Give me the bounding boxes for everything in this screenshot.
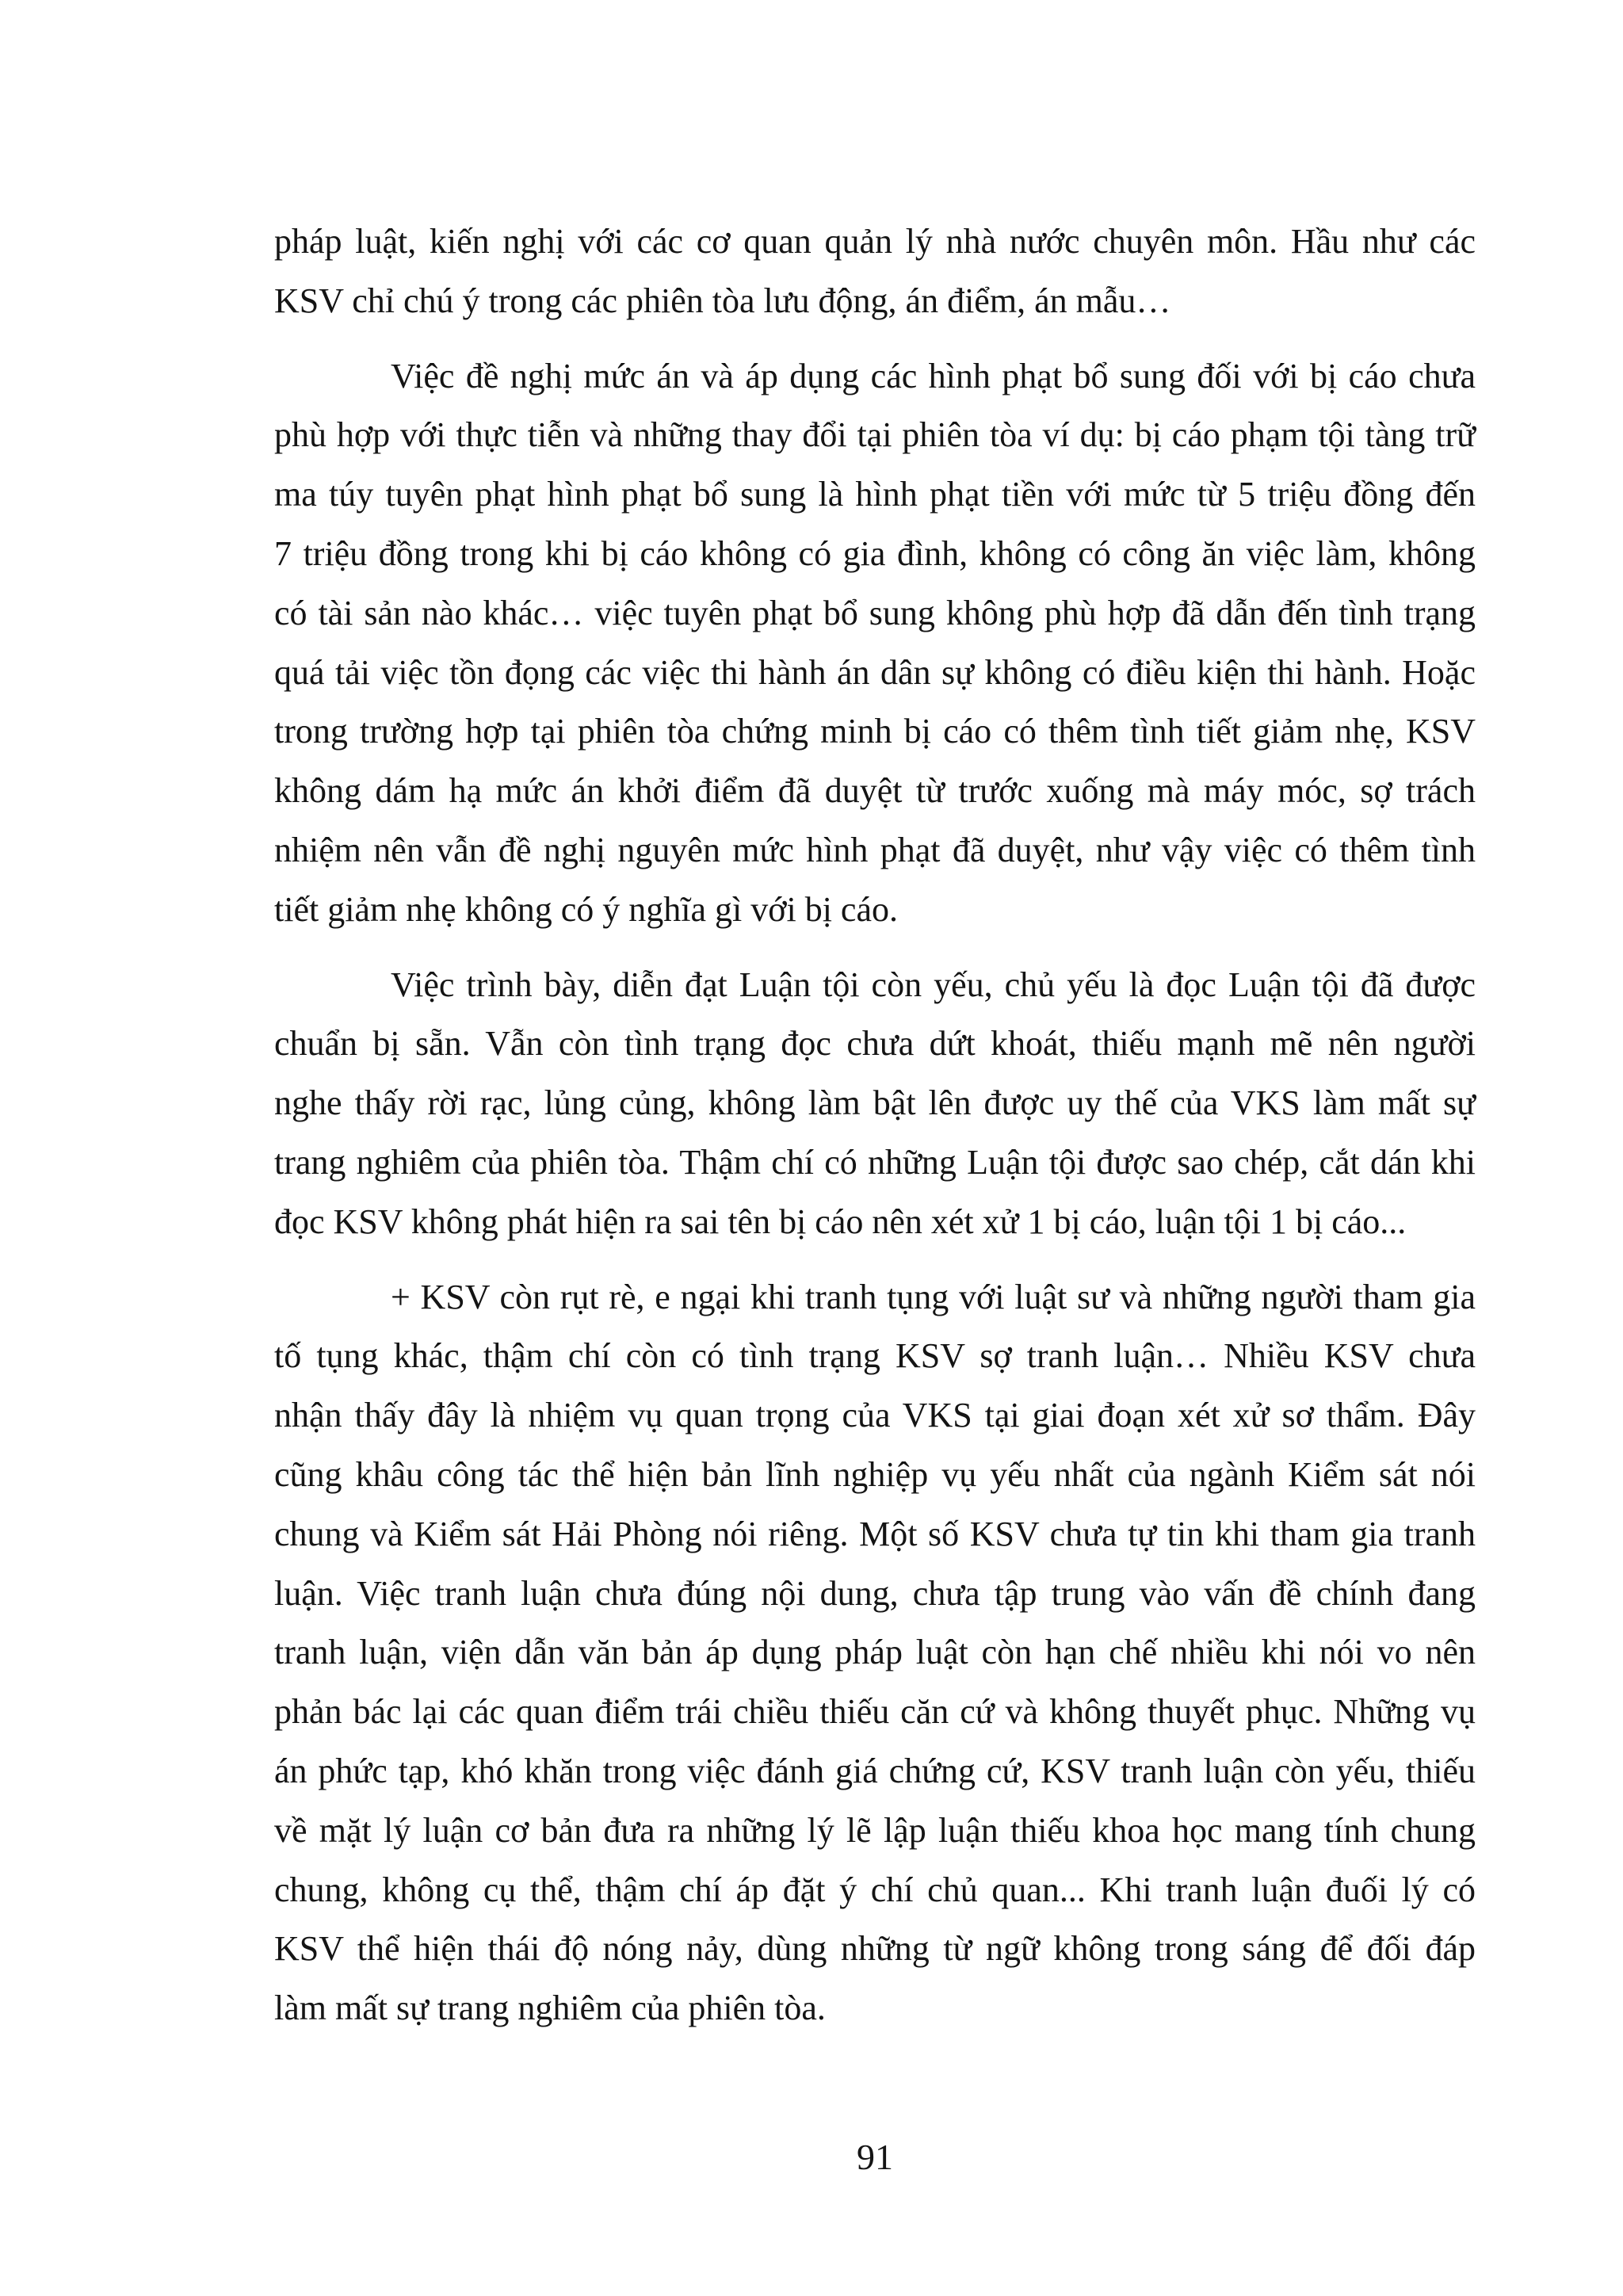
text-line: KSV chỉ chú ý trong các phiên tòa lưu động, án điểm, án mẫu… — [274, 281, 1171, 320]
text-line: phản bác lại các quan điểm trái chiều thiếu căn cứ và không thuyết phục. Những vụ — [274, 1692, 1476, 1732]
text-line: có tài sản nào khác… việc tuyên phạt bổ sung không phù hợp đã dẫn đến tình trạng — [274, 593, 1476, 632]
paragraph — [274, 1268, 1476, 2038]
text-line: chung và Kiểm sát Hải Phòng nói riêng. Một số KSV chưa tự tin khi tham gia tranh — [274, 1514, 1476, 1553]
text-line: cũng khâu công tác thể hiện bản lĩnh nghiệp vụ yếu nhất của ngành Kiểm sát nói — [274, 1454, 1476, 1494]
text-line: về mặt lý luận cơ bản đưa ra những lý lẽ lập luận thiếu khoa học mang tính chung — [274, 1810, 1476, 1850]
text-line: luận. Việc tranh luận chưa đúng nội dung, chưa tập trung vào vấn đề chính đang — [274, 1573, 1476, 1613]
paragraph — [274, 347, 1476, 940]
page-number: 91 — [857, 2137, 893, 2177]
text-line: KSV thể hiện thái độ nóng nảy, dùng những từ ngữ không trong sáng để đối đáp — [274, 1929, 1476, 1969]
text-line: chung, không cụ thể, thậm chí áp đặt ý chí chủ quan... Khi tranh luận đuối lý có — [274, 1870, 1476, 1909]
text-line: phù hợp với thực tiễn và những thay đổi tại phiên tòa ví dụ: bị cáo phạm tội tàng trữ — [274, 415, 1476, 455]
text-line: án phức tạp, khó khăn trong việc đánh giá chứng cứ, KSV tranh luận còn yếu, thiếu — [274, 1751, 1476, 1790]
text-line: Việc đề nghị mức án và áp dụng các hình phạt bổ sung đối với bị cáo chưa — [391, 356, 1476, 395]
text-line: không dám hạ mức án khởi điểm đã duyệt từ trước xuống mà máy móc, sợ trách — [274, 771, 1476, 811]
text-line: nhận thấy đây là nhiệm vụ quan trọng của VKS tại giai đoạn xét xử sơ thẩm. Đây — [274, 1396, 1476, 1435]
paragraph — [274, 212, 1476, 331]
body-text — [274, 212, 1476, 2038]
text-line: nhiệm nên vẫn đề nghị nguyên mức hình phạt đã duyệt, như vậy việc có thêm tình — [274, 830, 1476, 869]
text-line: ma túy tuyên phạt hình phạt bổ sung là hình phạt tiền với mức từ 5 triệu đồng đến — [274, 475, 1476, 514]
text-line: pháp luật, kiến nghị với các cơ quan quản lý nhà nước chuyên môn. Hầu như các — [274, 222, 1476, 261]
text-line: làm mất sự trang nghiêm của phiên tòa. — [274, 1988, 826, 2028]
text-line: 7 triệu đồng trong khi bị cáo không có gia đình, không có công ăn việc làm, không — [274, 533, 1476, 573]
text-line: trong trường hợp tại phiên tòa chứng minh bị cáo có thêm tình tiết giảm nhẹ, KSV — [274, 712, 1476, 751]
text-line: nghe thấy rời rạc, lủng củng, không làm bật lên được uy thế của VKS làm mất sự — [274, 1083, 1476, 1123]
text-line: tiết giảm nhẹ không có ý nghĩa gì với bị cáo. — [274, 889, 898, 929]
text-line: tranh luận, viện dẫn văn bản áp dụng pháp luật còn hạn chế nhiều khi nói vo nên — [274, 1633, 1476, 1672]
text-line: quá tải việc tồn đọng các việc thi hành án dân sự không có điều kiện thi hành. Hoặc — [274, 652, 1476, 692]
text-line: đọc KSV không phát hiện ra sai tên bị cáo nên xét xử 1 bị cáo, luận tội 1 bị cáo... — [274, 1201, 1407, 1241]
text-line: tố tụng khác, thậm chí còn có tình trạng KSV sợ tranh luận… Nhiều KSV chưa — [274, 1336, 1476, 1376]
text-line: Việc trình bày, diễn đạt Luận tội còn yếu, chủ yếu là đọc Luận tội đã được — [391, 965, 1476, 1004]
text-line: chuẩn bị sẵn. Vẫn còn tình trạng đọc chưa dứt khoát, thiếu mạnh mẽ nên người — [274, 1024, 1476, 1064]
text-line: trang nghiêm của phiên tòa. Thậm chí có những Luận tội được sao chép, cắt dán khi — [274, 1142, 1476, 1182]
text-line: + KSV còn rụt rè, e ngại khi tranh tụng với luật sư và những người tham gia — [391, 1277, 1476, 1316]
paragraph — [274, 956, 1476, 1252]
